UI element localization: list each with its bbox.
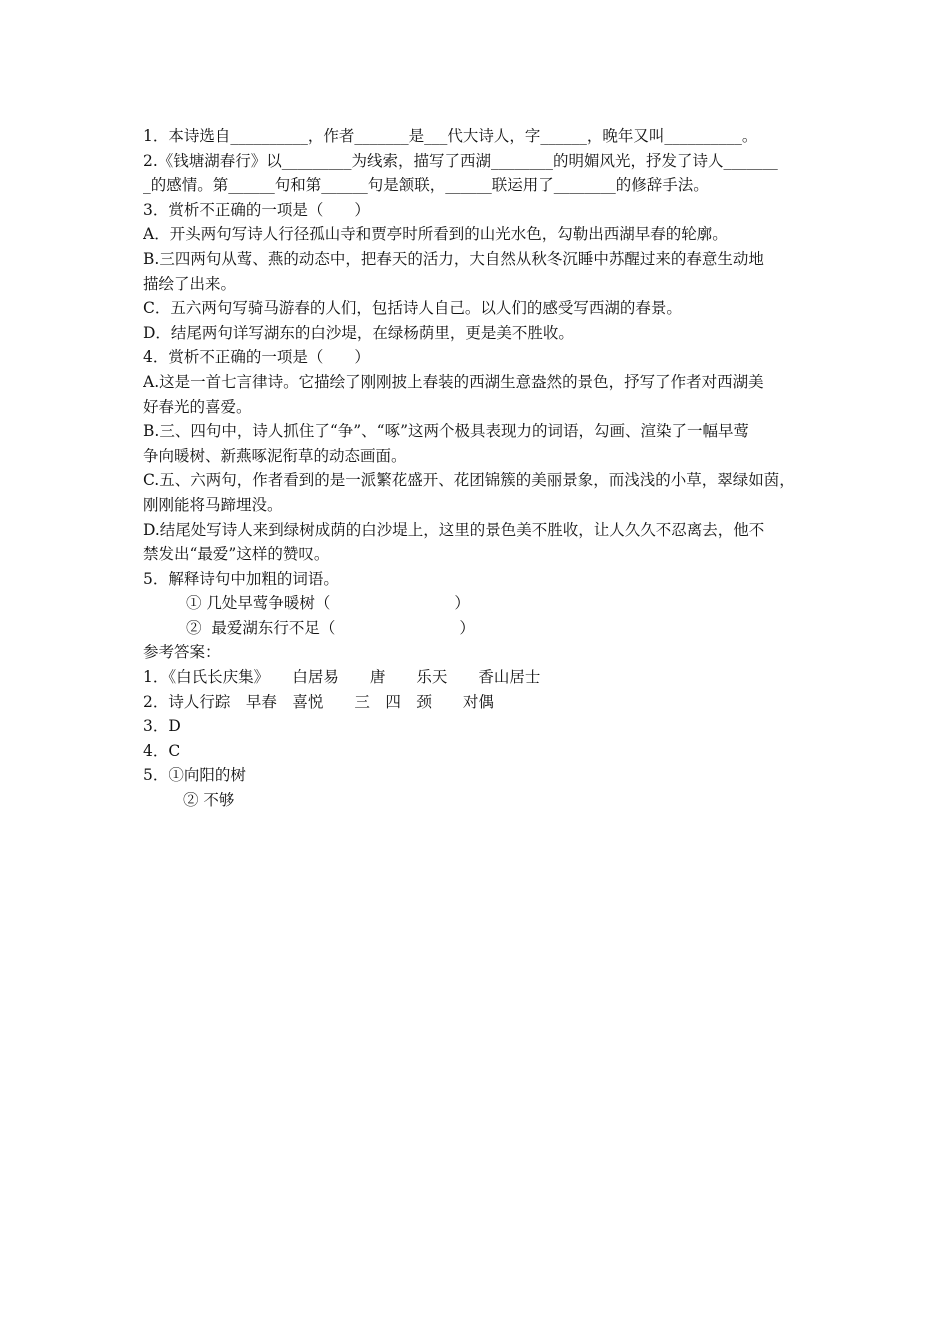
question-4-option-d-line-1: D.结尾处写诗人来到绿树成荫的白沙堤上，这里的景色美不胜收，让人久久不忍离去，他不 bbox=[143, 520, 765, 539]
question-3-option-d: D．结尾两句详写湖东的白沙堤，在绿杨荫里，更是美不胜收。 bbox=[143, 323, 574, 342]
answer-1: 1．《白氏长庆集》 白居易 唐 乐天 香山居士 bbox=[143, 668, 541, 687]
question-3-title: 3．赏析不正确的一项是（ ） bbox=[143, 200, 370, 219]
question-4-option-a-line-2: 好春光的喜爱。 bbox=[143, 397, 252, 416]
question-3-option-b-line-2: 描绘了出来。 bbox=[143, 274, 237, 293]
answers-heading: 参考答案： bbox=[143, 643, 221, 662]
question-3-option-b-line-1: B.三四两句从莺、燕的动态中，把春天的活力，大自然从秋冬沉睡中苏醒过来的春意生动地 bbox=[143, 249, 764, 268]
question-5-item-1: ① 几处早莺争暖树（ ） bbox=[186, 594, 470, 613]
answer-4: 4．C bbox=[143, 741, 181, 760]
question-4-option-c-line-2: 刚刚能将马蹄埋没。 bbox=[143, 495, 283, 514]
question-4-option-b-line-1: B.三、四句中，诗人抓住了“争”、“啄”这两个极具表现力的词语，勾画、渲染了一幅早莺 bbox=[143, 422, 750, 441]
question-1: 1．本诗选自__________，作者_______是___代大诗人，字______，晚年又叫__________。 bbox=[143, 127, 758, 145]
answer-2: 2．诗人行踪 早春 喜悦 三 四 颈 对偶 bbox=[143, 692, 494, 711]
answer-3: 3．D bbox=[143, 717, 181, 736]
question-5-title: 5．解释诗句中加粗的词语。 bbox=[143, 569, 339, 588]
question-4-title: 4．赏析不正确的一项是（ ） bbox=[143, 348, 370, 367]
question-3-option-c: C．五六两句写骑马游春的人们，包括诗人自己。以人们的感受写西湖的春景。 bbox=[143, 299, 682, 318]
question-3-option-a: A．开头两句写诗人行径孤山寺和贾亭时所看到的山光水色，勾勒出西湖早春的轮廓。 bbox=[143, 225, 728, 244]
answer-5-line-2: ② 不够 bbox=[183, 791, 235, 810]
answer-5-line-1: 5．①向阳的树 bbox=[143, 766, 246, 785]
question-4-option-c-line-1: C.五、六两句，作者看到的是一派繁花盛开、花团锦簇的美丽景象，而浅浅的小草，翠绿如茵， bbox=[143, 471, 795, 490]
question-2-line-2: _的感情。第______句和第______句是颔联，______联运用了________的修辞手法。 bbox=[143, 176, 709, 195]
question-5-item-2: ② 最爱湖东行不足（ ） bbox=[186, 618, 475, 637]
question-4-option-a-line-1: A.这是一首七言律诗。它描绘了刚刚披上春装的西湖生意盎然的景色，抒写了作者对西湖美 bbox=[143, 372, 764, 391]
question-2-line-1: 2.《钱塘湖春行》以_________为线索，描写了西湖________的明媚风光，抒发了诗人_______ bbox=[143, 151, 778, 170]
question-4-option-b-line-2: 争向暖树、新燕啄泥衔草的动态画面。 bbox=[143, 446, 407, 465]
question-4-option-d-line-2: 禁发出“最爱”这样的赞叹。 bbox=[143, 545, 330, 564]
